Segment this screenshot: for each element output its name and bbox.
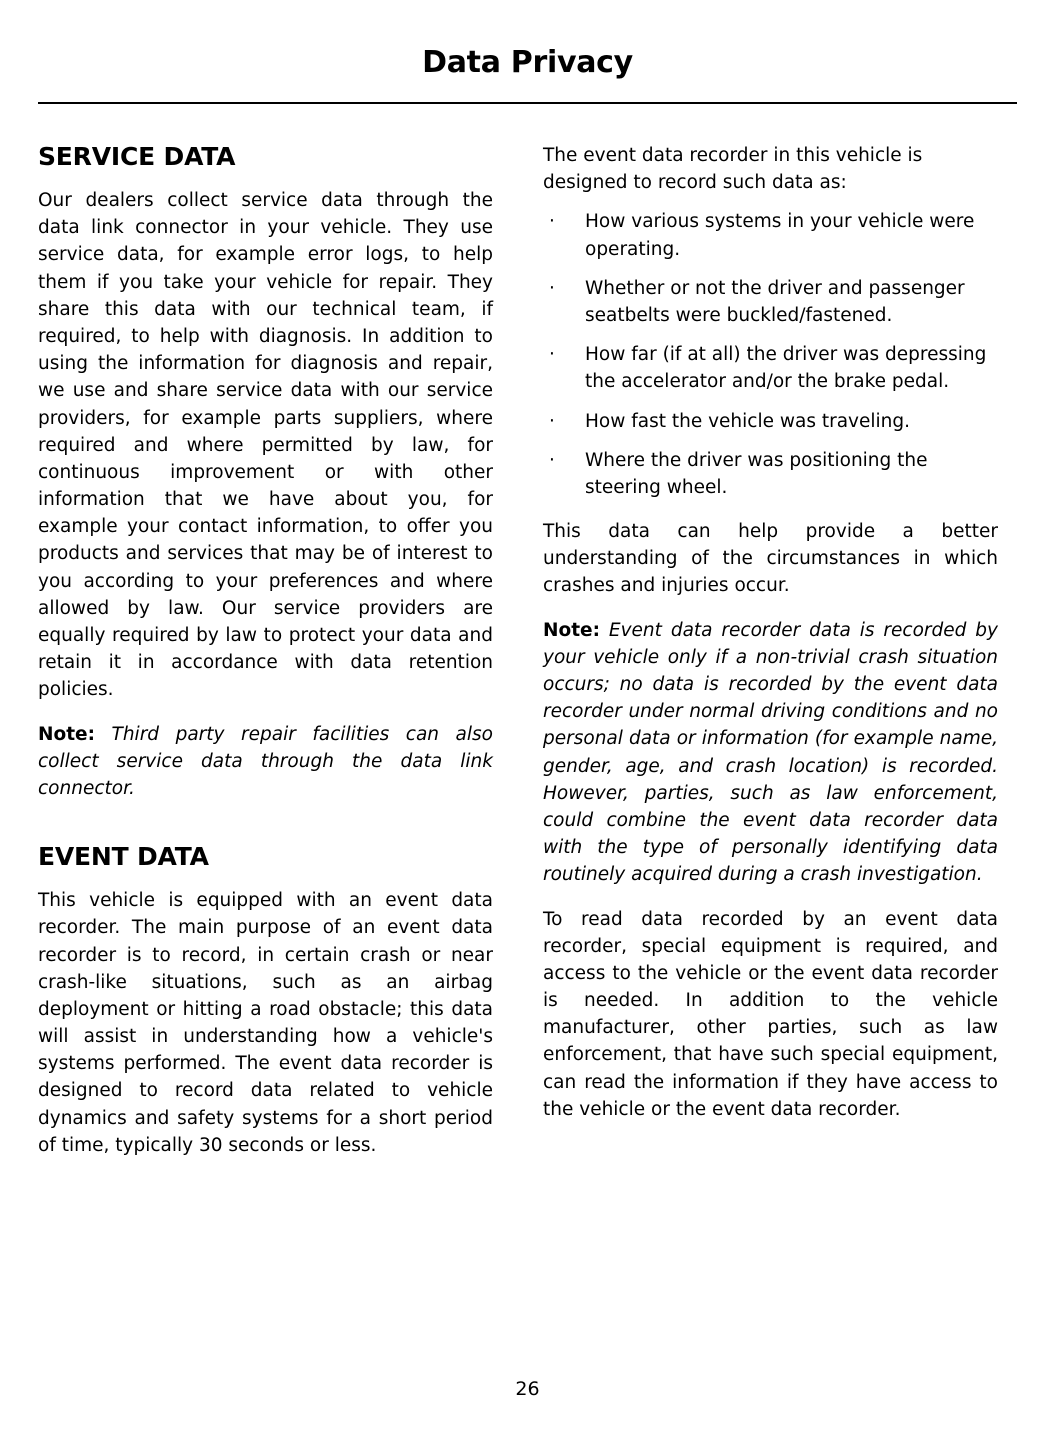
page-title: Data Privacy	[422, 45, 633, 80]
service-data-note	[38, 721, 493, 803]
note-text: Event data recorder data is recorded by your vehicle only if a non-trivial crash situation occurs; no data is recorded by the event data recorder under normal driving conditions and no personal data or information (for example name, gender, age, and crash location) is recorded. However, parties, such as law enforcement, could combine the event data recorder data with the type of personally identifying data routinely acquired during a crash investigation.	[543, 619, 998, 886]
event-data-paragraph: This vehicle is equipped with an event data recorder. The main purpose of an event data recorder is to record, in certain crash or near crash-like situations, such as an airbag deployment or hitting a road obstacle; this data will assist in understanding how a vehicle's systems performed. The event data recorder is designed to record data related to vehicle dynamics and safety systems for a short period of time, typically 30 seconds or less.	[38, 890, 493, 1156]
list-item-text: Whether or not the driver and passenger seatbelts were buckled/fastened.	[585, 277, 965, 326]
event-data-note	[543, 617, 998, 889]
right-column	[543, 142, 998, 1123]
recorder-intro-paragraph: The event data recorder in this vehicle is designed to record such data as:	[543, 145, 923, 194]
list-item	[543, 275, 998, 329]
header-divider	[38, 102, 1017, 104]
bullet-dot-icon: ·	[549, 449, 555, 471]
list-item-text: How various systems in your vehicle were operating.	[585, 211, 975, 260]
page-number: 26	[515, 1378, 540, 1400]
service-data-paragraph: Our dealers collect service data through the data link connector in your vehicle. They use service data, for example error logs, to help them if you take your vehicle for repair. They share this data with our technical team, if required, to help with diagnosis. In addition to using the information for diagnosis and repair, we use and share service data with our service providers, for example parts suppliers, where required and where permitted by law, for continuous improvement or with other information that we have about you, for example your contact information, to offer you products and services that may be of interest to you according to your preferences and where allowed by law. Our service providers are equally required by law to protect your data and retain it in accordance with data retention policies.	[38, 190, 493, 701]
list-item	[543, 447, 998, 501]
list-item	[543, 341, 998, 395]
note-text: Third party repair facilities can also collect service data through the data link connector.	[38, 723, 493, 799]
note-label: Note:	[543, 619, 600, 641]
section-heading-service-data: SERVICE DATA	[38, 142, 236, 171]
left-column	[38, 142, 493, 1159]
two-column-layout	[38, 142, 1017, 1159]
list-item-text: How far (if at all) the driver was depressing the accelerator and/or the brake pedal.	[585, 344, 987, 393]
recorded-data-list	[543, 208, 998, 501]
bullet-dot-icon: ·	[549, 277, 555, 299]
bullet-dot-icon: ·	[549, 211, 555, 233]
list-item-text: Where the driver was positioning the steering wheel.	[585, 449, 928, 498]
bullet-dot-icon: ·	[549, 410, 555, 432]
list-item-text: How fast the vehicle was traveling.	[585, 410, 911, 432]
bullet-dot-icon: ·	[549, 344, 555, 366]
note-label: Note:	[38, 723, 95, 745]
read-data-paragraph: To read data recorded by an event data recorder, special equipment is required, and access to the vehicle or the event data recorder is needed. In addition to the vehicle manufacturer, other parties, such as law enforcement, that have such special equipment, can read the information if they have access to the vehicle or the event data recorder.	[543, 908, 998, 1120]
list-item	[543, 208, 998, 262]
list-item	[543, 408, 998, 435]
section-heading-event-data: EVENT DATA	[38, 842, 209, 872]
crash-understanding-paragraph: This data can help provide a better understanding of the circumstances in which crashes and injuries occur.	[543, 521, 998, 597]
